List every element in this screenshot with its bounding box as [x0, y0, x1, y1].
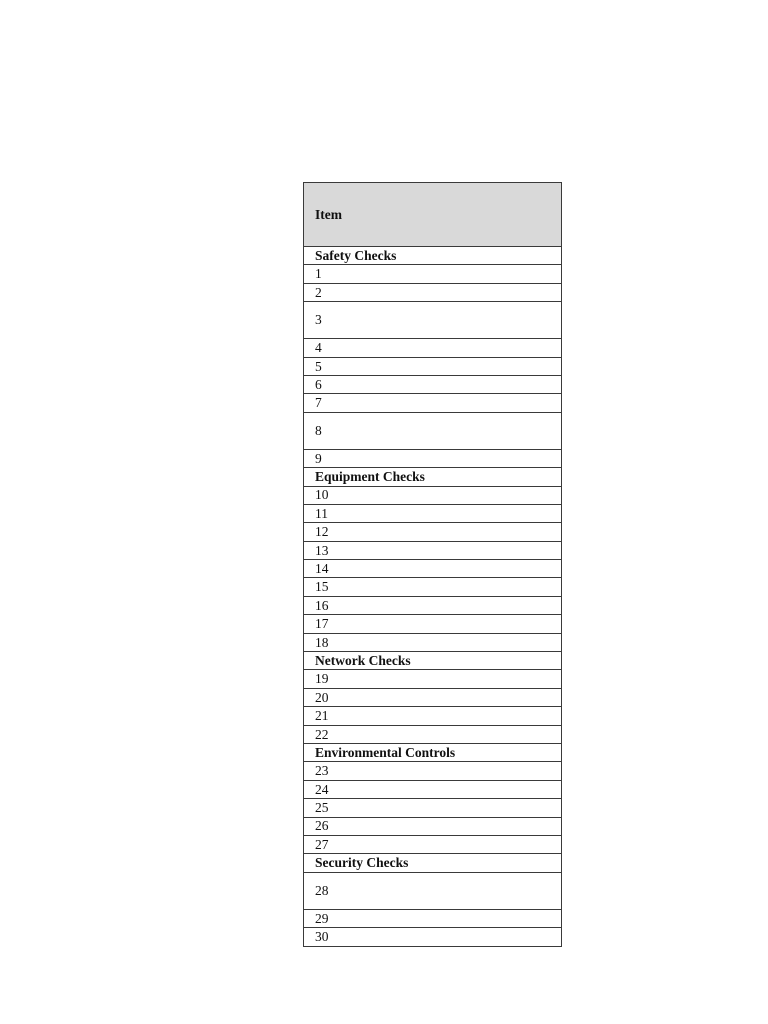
item-number-cell: 15: [304, 578, 562, 596]
table-row: [304, 412, 562, 449]
table-row: [304, 817, 562, 835]
table-row: [304, 872, 562, 909]
item-number-cell: 19: [304, 670, 562, 688]
checklist-table: [303, 182, 562, 947]
table-row: [304, 449, 562, 467]
section-heading: Safety Checks: [304, 247, 562, 265]
item-number-cell: 10: [304, 486, 562, 504]
table-row: [304, 799, 562, 817]
table-row: [304, 560, 562, 578]
item-number-cell: 2: [304, 283, 562, 301]
table-row: [304, 265, 562, 283]
item-number-cell: 21: [304, 707, 562, 725]
table-row: [304, 762, 562, 780]
table-row: [304, 504, 562, 522]
item-number-cell: 14: [304, 560, 562, 578]
item-number-cell: 12: [304, 523, 562, 541]
item-number-cell: 29: [304, 909, 562, 927]
table-row: [304, 780, 562, 798]
item-number-cell: 18: [304, 633, 562, 651]
item-number-cell: 11: [304, 504, 562, 522]
section-heading: Equipment Checks: [304, 468, 562, 486]
item-number-cell: 9: [304, 449, 562, 467]
item-number-cell: 24: [304, 780, 562, 798]
table-row: [304, 670, 562, 688]
section-heading: Environmental Controls: [304, 743, 562, 761]
table-row: [304, 909, 562, 927]
table-row: [304, 928, 562, 946]
table-row: [304, 339, 562, 357]
table-row: [304, 596, 562, 614]
table-row: [304, 578, 562, 596]
item-number-cell: 13: [304, 541, 562, 559]
table-body: [304, 247, 562, 947]
item-number-cell: 1: [304, 265, 562, 283]
item-number-cell: 20: [304, 688, 562, 706]
table-row: [304, 688, 562, 706]
table-header-row: [304, 183, 562, 247]
item-number-cell: 22: [304, 725, 562, 743]
item-number-cell: 25: [304, 799, 562, 817]
item-number-cell: 17: [304, 615, 562, 633]
table-row: [304, 283, 562, 301]
table-row: [304, 523, 562, 541]
table-row: [304, 615, 562, 633]
section-heading: Security Checks: [304, 854, 562, 872]
item-number-cell: 6: [304, 375, 562, 393]
table-row: [304, 486, 562, 504]
section-row: [304, 468, 562, 486]
table-row: [304, 707, 562, 725]
section-heading: Network Checks: [304, 652, 562, 670]
column-header-item: Item: [304, 183, 562, 247]
section-row: [304, 652, 562, 670]
item-number-cell: 27: [304, 835, 562, 853]
section-row: [304, 247, 562, 265]
table-row: [304, 302, 562, 339]
table-row: [304, 541, 562, 559]
item-number-cell: 7: [304, 394, 562, 412]
section-row: [304, 743, 562, 761]
section-row: [304, 854, 562, 872]
item-number-cell: 30: [304, 928, 562, 946]
table-row: [304, 835, 562, 853]
item-number-cell: 5: [304, 357, 562, 375]
item-number-cell: 3: [304, 302, 562, 339]
item-number-cell: 23: [304, 762, 562, 780]
item-number-cell: 8: [304, 412, 562, 449]
table-row: [304, 725, 562, 743]
item-number-cell: 4: [304, 339, 562, 357]
item-number-cell: 28: [304, 872, 562, 909]
table-row: [304, 394, 562, 412]
item-number-cell: 16: [304, 596, 562, 614]
table-row: [304, 357, 562, 375]
item-number-cell: 26: [304, 817, 562, 835]
table-row: [304, 633, 562, 651]
table-row: [304, 375, 562, 393]
